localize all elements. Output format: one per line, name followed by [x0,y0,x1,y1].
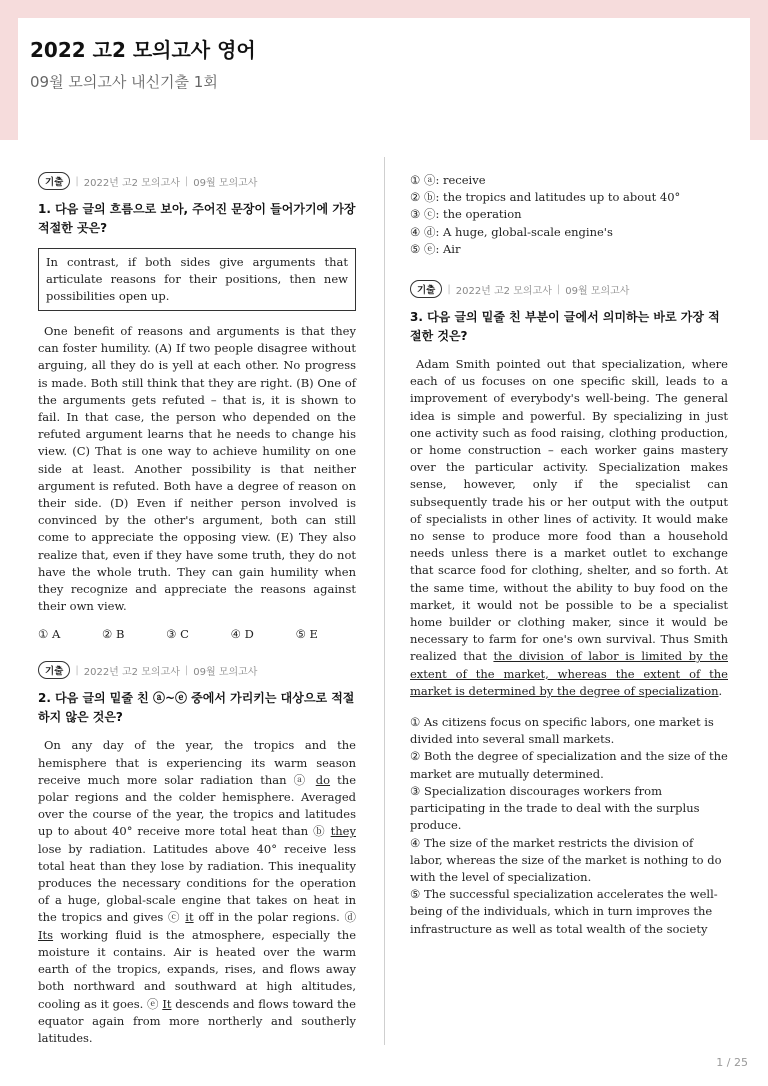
q3-meta [410,280,728,298]
separator: | [556,283,561,295]
page-subtitle: 09월 모의고사 내신기출 1회 [30,73,218,91]
q1-choice[interactable]: ③ C [166,627,189,642]
q2-passage [38,737,356,1047]
q3-tag: 기출 [410,280,442,298]
q3-option[interactable]: ③ Specialization discourages workers from participating in the trade to deal with the surplus produce. [410,783,700,833]
separator: | [75,664,79,676]
q2-option[interactable]: ③ ⓒ: the operation [410,207,522,222]
separator: | [75,175,79,187]
q2-text: the polar regions and the colder hemisphere. Averaged over the course of the year, the tropics and latitudes up to about 40° receive more total heat than ⓑ [38,772,356,839]
q2-text: off in the polar regions. ⓓ [193,910,356,925]
page-title: 2022 고2 모의고사 영어 [30,38,256,62]
q3-option[interactable]: ② Both the degree of specialization and the size of the market are mutually determined. [410,749,728,781]
q3-option[interactable]: ① As citizens focus on specific labors, one market is divided into several small markets. [410,715,714,747]
q1-passage: One benefit of reasons and arguments is that they can foster humility. (A) If two people disagree without arguing, all they do is yell at each other. No progress is made. Both still think that they are right. (B) One of the arguments gets refuted – that is, it is shown to fail. In that case, the person who depended on the refuted argument learns that he needs to change his view. (C) That is one way to achieve humility on one side at least. Another possibility is that neither argument is refuted. Both have a degree of reason on their side. (D) Even if neither person involved is convinced by the other's argument, both can still come to appreciate the opposing view. (E) They also realize that, even if they have some truth, they do not have the whole truth. They can gain humility when they recognize and appreciate the reasons against their own view. [38,324,356,614]
q1-meta-month: 09월 모의고사 [193,177,258,189]
q3-meta-exam: 2022년 고2 모의고사 [455,285,552,297]
q2-option[interactable]: ② ⓑ: the tropics and latitudes up to about 40° [410,190,681,205]
q1-meta-exam: 2022년 고2 모의고사 [83,177,180,189]
q1-tag: 기출 [38,172,70,190]
q2-meta-month: 09월 모의고사 [193,666,258,678]
separator: | [184,175,189,187]
q3-option[interactable]: ⑤ The successful specialization accelerates the well-being of the individuals, which in turn improves the infrastructure as well as total wealth of the society [410,887,718,936]
q2-underline-d: Its [38,927,54,942]
q2-text: lose by radiation. Latitudes above 40° receive less total heat than they lose by radiation. This inequality produces the necessary conditions for the operation of a huge, global-scale engine that takes on heat in the tropics and gives ⓒ [38,841,356,925]
separator: | [184,664,189,676]
q2-options [410,172,728,258]
q2-underline-b: they [330,824,356,839]
q3-passage [410,356,728,700]
q1-choice[interactable]: ④ D [230,627,254,642]
q2-option[interactable]: ① ⓐ: receive [410,173,486,187]
q2-text: On any day of the year, the tropics and the hemisphere that is experiencing its warm season receive much more solar radiation than ⓐ [38,738,356,787]
q3-options [410,714,728,938]
q2-underline-a: do [315,772,331,787]
q2-underline-c: it [185,910,194,925]
q1-choice[interactable]: ① A [38,627,61,642]
q2-option[interactable]: ④ ⓓ: A huge, global-scale engine's [410,224,613,239]
q1-choice[interactable]: ② B [102,627,125,642]
left-column [38,172,356,1047]
q2-text: working fluid is the atmosphere, especially the moisture it contains. Air is heated over the warm earth of the tropics, expands, rises, and flows away both northward and southward at high altitudes, cooling as it goes. ⓔ [38,927,356,1011]
column-divider [384,157,385,1045]
q2-text: descends and flows toward the equator again from more northerly and southerly latitudes. [38,996,356,1045]
q1-meta [38,172,356,190]
q3-text: Adam Smith pointed out that specialization, where each of us focuses on one specific skill, leads to a improvement of everybody's well-being. The general idea is simple and powerful. By specializing in just one activity such as food raising, clothing production, or home construction – each worker gains mastery over the particular activity. Specialization makes sense, however, only if the specialist can subsequently trade his or her output with the output of specialists in other lines of activity. It would make no sense to produce more food than a household needs unless there is a market outlet to exchange that scarce food for clothing, shelter, and so forth. At the same time, without the ability to buy food on the market, it would not be possible to be a specialist home builder or clothing maker, since it would be necessary to farm for one's own survival. Thus Smith realized that [410,357,728,664]
separator: | [447,283,451,295]
page-number: 1 / 25 [716,1056,748,1069]
q2-underline-e: It [162,996,172,1011]
q1-choices [38,627,318,641]
q2-option[interactable]: ⑤ ⓔ: Air [410,241,461,256]
q3-text: . [718,683,723,698]
q2-meta [38,661,356,679]
right-column [410,172,728,938]
q2-meta-exam: 2022년 고2 모의고사 [83,666,180,678]
q3-title: 3. 다음 글의 밑줄 친 부분이 글에서 의미하는 바로 가장 적절한 것은? [410,310,720,344]
q2-title: 2. 다음 글의 밑줄 친 ⓐ~ⓔ 중에서 가리키는 대상으로 적절하지 않은 것은? [38,691,355,725]
q3-meta-month: 09월 모의고사 [565,285,630,297]
q1-choice[interactable]: ⑤ E [295,627,318,642]
q2-tag: 기출 [38,661,70,679]
q1-title: 1. 다음 글의 흐름으로 보아, 주어진 문장이 들어가기에 가장 적절한 곳은? [38,202,356,235]
q1-given-sentence: In contrast, if both sides give arguments that articulate reasons for their positions, then new possibilities open up. [38,248,356,311]
q3-option[interactable]: ④ The size of the market restricts the division of labor, whereas the size of the market is nothing to do with the level of specialization. [410,835,722,884]
q3-underlined-phrase: the division of labor is limited by the extent of the market, whereas the extent of the market is determined by the degree of specialization [410,649,729,698]
